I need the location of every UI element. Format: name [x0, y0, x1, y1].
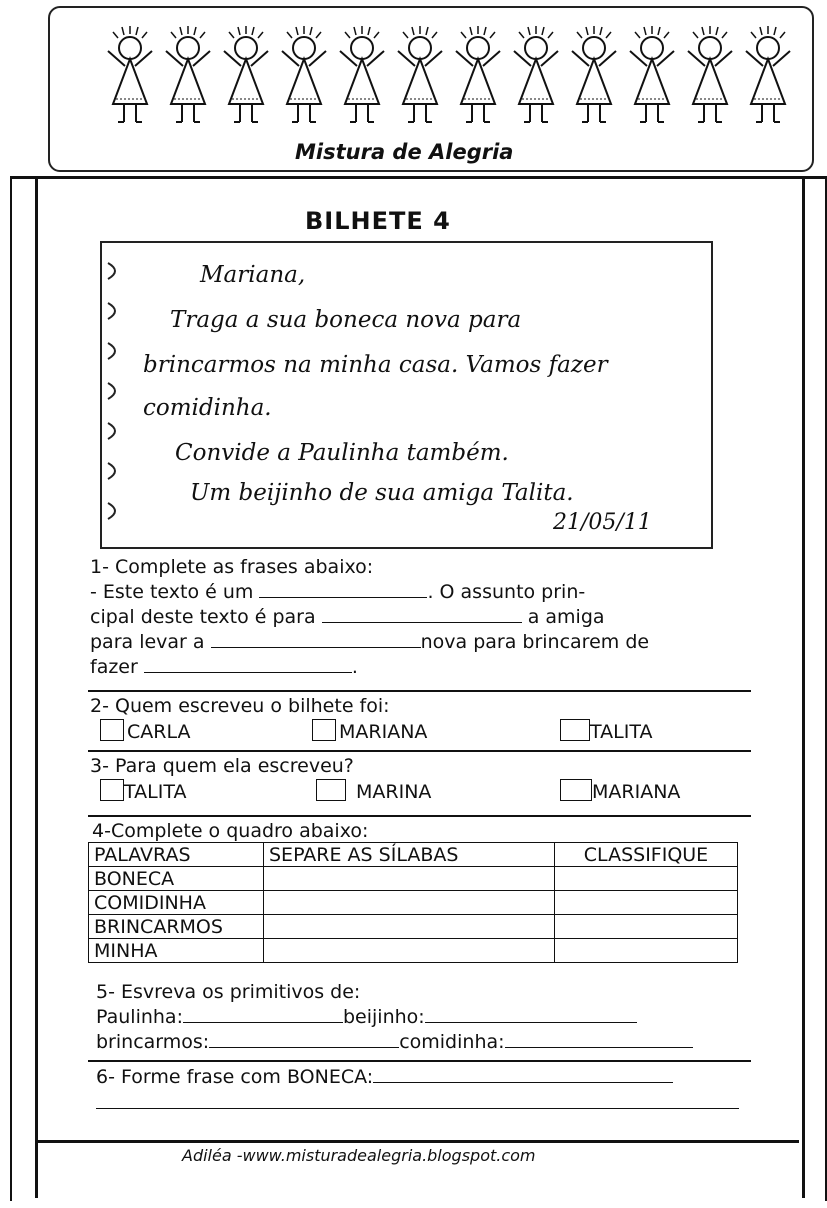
question-6-title: 6- Forme frase com BONECA:	[96, 1066, 374, 1088]
stick-figure-icon	[456, 26, 500, 122]
note-line: Traga a sua boneca nova para	[170, 307, 522, 333]
note-line: Um beijinho de sua amiga Talita.	[190, 480, 574, 506]
word-cell: MINHA	[89, 939, 264, 963]
q1-line	[90, 656, 358, 678]
option-checkbox[interactable]	[560, 779, 680, 803]
footer-divider	[37, 1140, 799, 1143]
answer-blank[interactable]	[211, 631, 421, 648]
stick-figure-icon	[166, 26, 210, 122]
q1-line	[90, 581, 585, 603]
note-line: brincarmos na minha casa. Vamos fazer	[143, 352, 608, 378]
syllable-table	[88, 842, 738, 963]
divider	[88, 750, 751, 752]
table-row	[89, 867, 738, 891]
footer-credit: Adiléa -www.misturadealegria.blogspot.com	[182, 1146, 536, 1165]
option-label: MARIANA	[339, 721, 428, 743]
question-1-title: 1- Complete as frases abaixo:	[90, 556, 374, 578]
text: fazer	[90, 656, 138, 678]
option-label: CARLA	[127, 721, 191, 743]
stick-figure-icon	[108, 26, 152, 122]
answer-blank[interactable]	[144, 656, 352, 673]
stick-figure-icon	[572, 26, 616, 122]
divider	[88, 815, 751, 817]
stick-figure-icon	[398, 26, 442, 122]
stick-figure-icon	[746, 26, 790, 122]
stick-figures-illustration	[105, 26, 805, 126]
text: beijinho:	[342, 1006, 425, 1028]
column-header: SEPARE AS SÍLABAS	[264, 843, 555, 867]
option-label: MARIANA	[592, 781, 681, 803]
answer-blank[interactable]	[505, 1031, 693, 1048]
question-5-title: 5- Esvreva os primitivos de:	[96, 981, 361, 1003]
option-label: TALITA	[124, 781, 187, 803]
divider	[88, 690, 751, 692]
text: - Este texto é um	[90, 581, 254, 603]
option-checkbox[interactable]	[316, 779, 431, 803]
text: para levar a	[90, 631, 205, 653]
note-date: 21/05/11	[553, 510, 652, 535]
word-cell: COMIDINHA	[89, 891, 264, 915]
answer-blank[interactable]	[425, 1006, 637, 1023]
checkbox[interactable]	[100, 719, 124, 741]
text: .	[351, 656, 358, 678]
divider	[88, 1060, 751, 1062]
text: comidinha:	[399, 1031, 505, 1053]
q5-line	[96, 1006, 637, 1028]
classify-cell[interactable]	[555, 867, 738, 891]
classify-cell[interactable]	[555, 915, 738, 939]
question-3-title: 3- Para quem ela escreveu?	[90, 755, 354, 777]
classify-cell[interactable]	[555, 939, 738, 963]
table-row	[89, 915, 738, 939]
column-header: CLASSIFIQUE	[555, 843, 738, 867]
option-label: MARINA	[356, 781, 432, 803]
stick-figure-icon	[282, 26, 326, 122]
stick-figure-icon	[514, 26, 558, 122]
note-line: Mariana,	[200, 262, 306, 288]
table-header	[89, 843, 738, 867]
answer-blank[interactable]	[209, 1031, 399, 1048]
text: brincarmos:	[96, 1031, 210, 1053]
text: nova para brincarem de	[420, 631, 650, 653]
checkbox[interactable]	[560, 779, 592, 801]
q5-line	[96, 1031, 693, 1053]
word-cell: BRINCARMOS	[89, 915, 264, 939]
brand-title: Mistura de Alegria	[295, 140, 514, 164]
option-checkbox[interactable]	[312, 719, 427, 743]
syllables-cell[interactable]	[264, 939, 555, 963]
option-label: TALITA	[590, 721, 653, 743]
stick-figure-icon	[224, 26, 268, 122]
note-line: comidinha.	[143, 395, 272, 421]
text: . O assunto prin-	[427, 581, 586, 603]
checkbox[interactable]	[316, 779, 346, 801]
stick-figure-icon	[688, 26, 732, 122]
option-checkbox[interactable]	[100, 719, 191, 743]
syllables-cell[interactable]	[264, 867, 555, 891]
table-row	[89, 891, 738, 915]
answer-blank[interactable]	[183, 1006, 343, 1023]
syllables-cell[interactable]	[264, 915, 555, 939]
spiral-binding-icon	[104, 243, 124, 543]
checkbox[interactable]	[560, 719, 590, 741]
stick-figure-icon	[630, 26, 674, 122]
answer-blank[interactable]	[259, 581, 427, 598]
q1-line	[90, 606, 605, 628]
text: cipal deste texto é para	[90, 606, 316, 628]
text: a amiga	[527, 606, 605, 628]
word-cell: BONECA	[89, 867, 264, 891]
question-4-title: 4-Complete o quadro abaixo:	[92, 820, 369, 842]
header-banner	[48, 6, 814, 172]
answer-blank[interactable]	[373, 1066, 673, 1083]
page-title: BILHETE 4	[305, 207, 451, 235]
checkbox[interactable]	[100, 779, 124, 801]
classify-cell[interactable]	[555, 891, 738, 915]
answer-line[interactable]	[96, 1108, 739, 1109]
q6-line	[96, 1066, 673, 1088]
q1-line	[90, 631, 649, 653]
question-2-title: 2- Quem escreveu o bilhete foi:	[90, 695, 390, 717]
option-checkbox[interactable]	[100, 779, 186, 803]
column-header: PALAVRAS	[89, 843, 264, 867]
checkbox[interactable]	[312, 719, 336, 741]
syllables-cell[interactable]	[264, 891, 555, 915]
stick-figure-icon	[340, 26, 384, 122]
option-checkbox[interactable]	[560, 719, 652, 743]
note-line: Convide a Paulinha também.	[175, 440, 509, 466]
text: Paulinha:	[96, 1006, 183, 1028]
table-row	[89, 939, 738, 963]
answer-blank[interactable]	[322, 606, 522, 623]
